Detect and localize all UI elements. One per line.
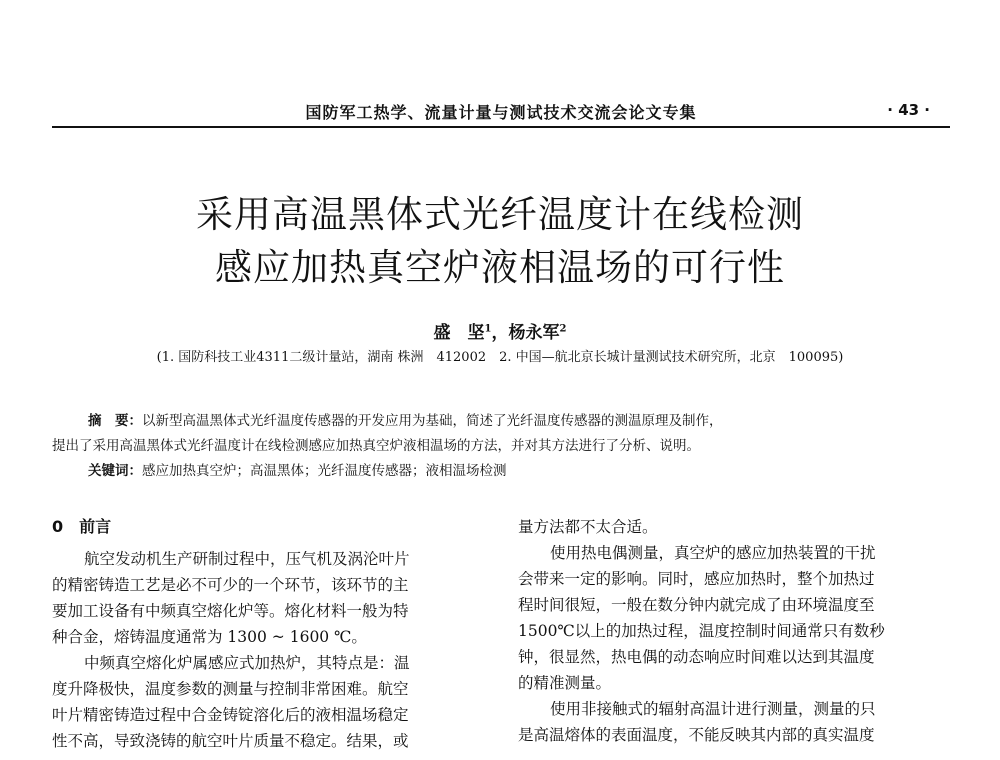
body-line: 程时间很短，一般在数分钟内就完成了由环境温度至 (518, 596, 875, 614)
left-column (52, 514, 492, 754)
author-2: 杨永军 (508, 323, 560, 343)
keywords-line (52, 459, 988, 479)
body-line: 中频真空熔化炉属感应式加热炉，其特点是：温 (84, 654, 410, 672)
abstract-line-2 (52, 434, 952, 454)
section-title: 前言 (79, 517, 112, 536)
authors (0, 318, 1000, 343)
author-2-affil-mark: 2 (559, 323, 567, 335)
running-header (52, 98, 950, 128)
body-line: 会带来一定的影响。同时，感应加热时，整个加热过 (518, 570, 875, 588)
author-1: 盛 坚 (433, 323, 485, 343)
running-title: 国防军工热学、流量计量与测试技术交流会论文专集 (305, 103, 697, 122)
author-separator: ， (491, 323, 509, 343)
keywords: 感应加热真空炉；高温黑体；光纤温度传感器；液相温场检测 (142, 463, 507, 479)
body-line: 航空发动机生产研制过程中，压气机及涡沦叶片 (84, 550, 410, 568)
body-line: 的精准测量。 (518, 674, 612, 692)
paper-title-line-2: 感应加热真空炉液相温场的可行性 (215, 246, 785, 289)
body-line: 量方法都不太合适。 (518, 518, 658, 536)
section-number: 0 (52, 517, 64, 536)
abstract-text-2: 提出了采用高温黑体式光纤温度计在线检测感应加热真空炉液相温场的方法，并对其方法进行了分析、说明。 (52, 438, 700, 454)
body-line: 是高温熔体的表面温度，不能反映其内部的真实温度 (518, 726, 875, 744)
abstract-label: 摘 要： (88, 413, 142, 429)
section-heading (52, 514, 492, 540)
body-line: 度升降极快，温度参数的测量与控制非常困难。航空 (52, 680, 409, 698)
right-column (518, 514, 958, 748)
body-line: 使用非接触式的辐射高温计进行测量，测量的只 (550, 700, 876, 718)
body-line: 1500℃以上的加热过程，温度控制时间通常只有数秒 (518, 622, 885, 640)
body-line: 的精密铸造工艺是必不可少的一个环节，该环节的主 (52, 576, 409, 594)
abstract-text-1: 以新型高温黑体式光纤温度传感器的开发应用为基础，简述了光纤温度传感器的测温原理及制作， (142, 413, 723, 429)
author-1-affil-mark: 1 (484, 323, 492, 335)
body-line: 要加工设备有中频真空熔化炉等。熔化材料一般为特 (52, 602, 409, 620)
body-line: 叶片精密铸造过程中合金铸锭溶化后的液相温场稳定 (52, 706, 409, 724)
page-number: · 43 · (887, 101, 930, 119)
body-line: 种合金，熔铸温度通常为 1300 ~ 1600 ℃。 (52, 628, 367, 646)
paper-title-line-1: 采用高温黑体式光纤温度计在线检测 (196, 193, 804, 236)
body-line: 钟，很显然，热电偶的动态响应时间难以达到其温度 (518, 648, 875, 666)
affiliations: (1. 国防科技工业4311二级计量站，湖南 株洲 412002 2. 中国—航北京长城计量测试技术研究所，北京 100095) (156, 350, 844, 365)
keywords-label: 关键词： (88, 463, 142, 479)
abstract-line-1 (52, 409, 988, 429)
body-line: 使用热电偶测量，真空炉的感应加热装置的干扰 (550, 544, 876, 562)
body-line: 性不高，导致浇铸的航空叶片质量不稳定。结果，或 (52, 732, 409, 750)
